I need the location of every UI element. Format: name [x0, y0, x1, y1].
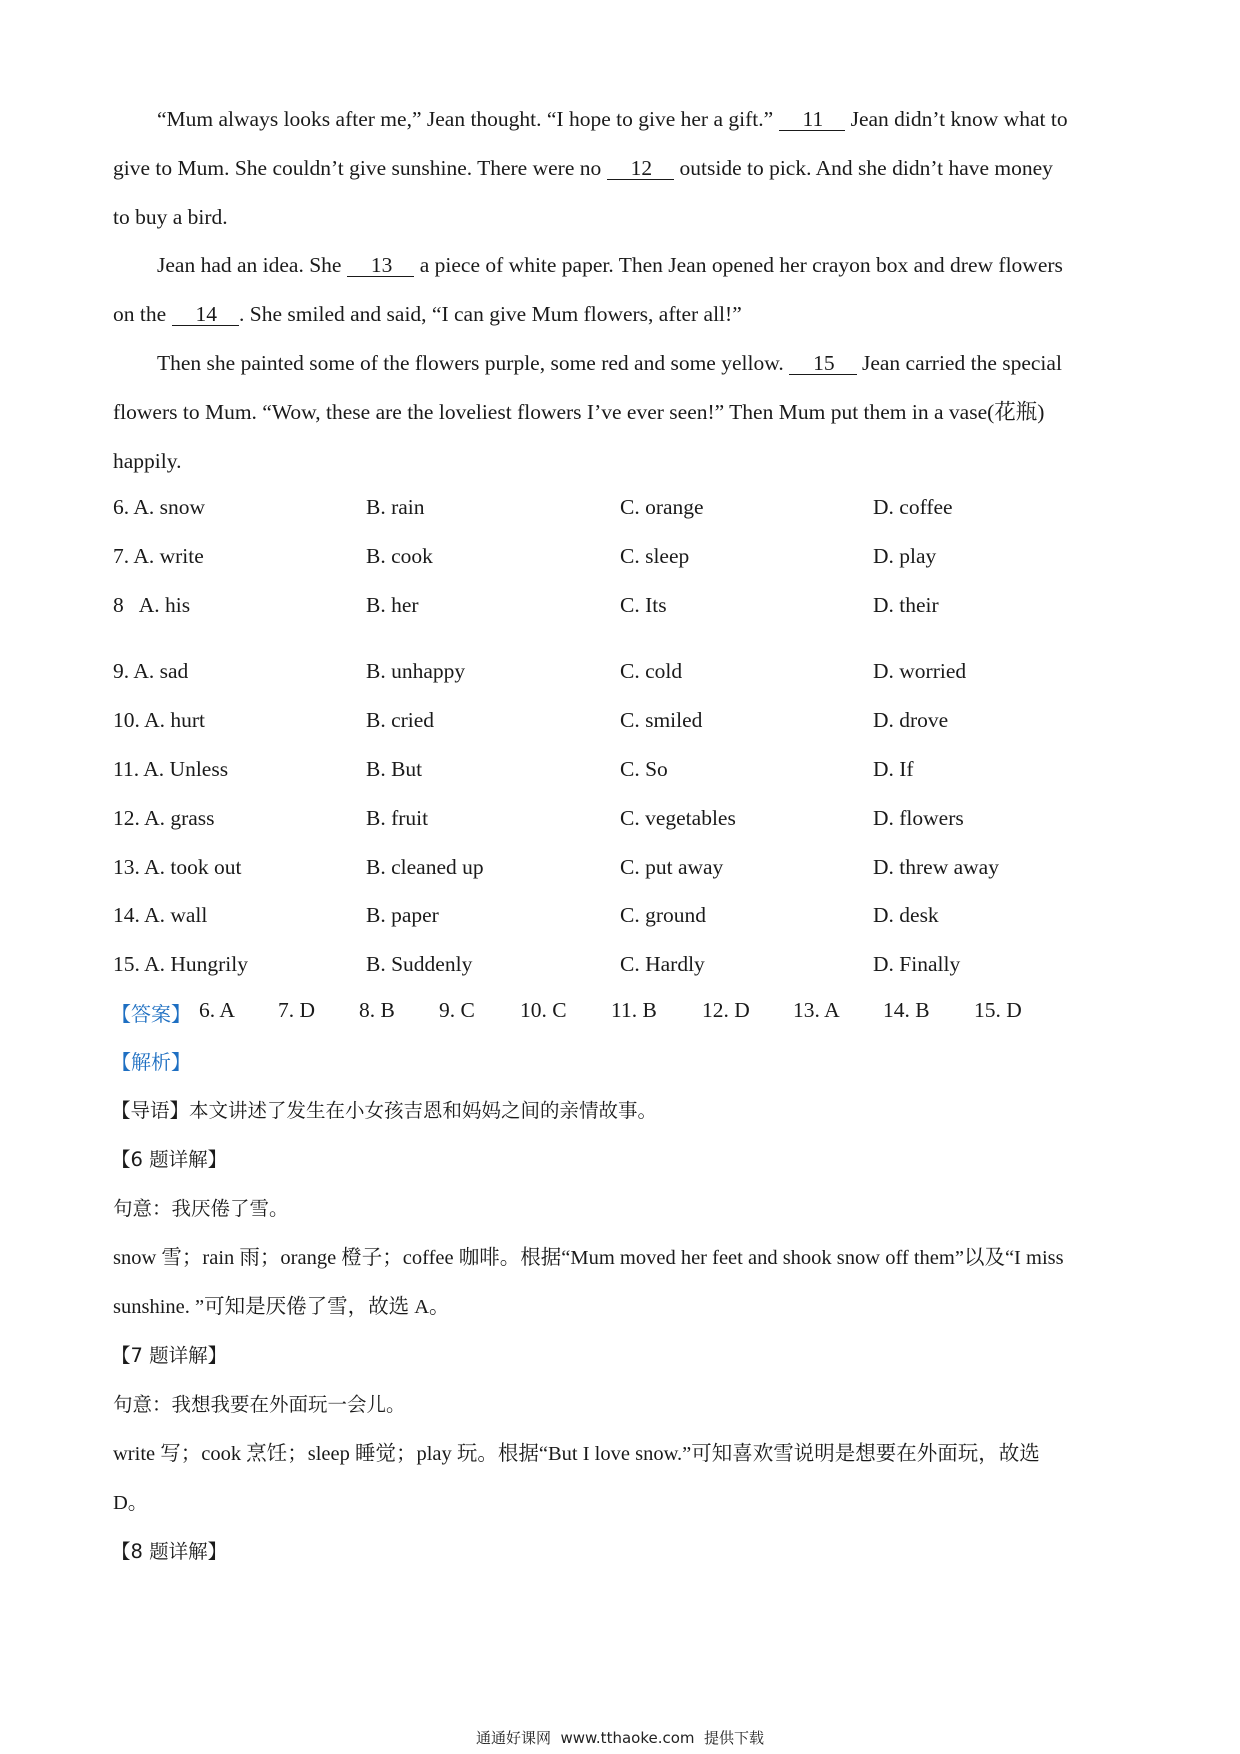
- option-c: C. sleep: [620, 544, 690, 568]
- option-a: 12. A. grass: [113, 806, 215, 830]
- option-d: D. coffee: [873, 495, 953, 519]
- option-a: 11. A. Unless: [113, 757, 229, 781]
- page-footer: 通通好课网 www.tthaoke.com 提供下载: [475, 1729, 765, 1747]
- option-c: C. Hardly: [620, 952, 705, 976]
- answer-item: 13. A: [793, 998, 840, 1022]
- passage-text: . She smiled and said, “I can give Mum flowers, after all!”: [239, 302, 742, 326]
- blank-14: 14: [172, 303, 240, 326]
- option-c: C. smiled: [620, 708, 703, 732]
- option-a: 15. A. Hungrily: [113, 952, 248, 976]
- passage-text: Then she painted some of the flowers purple, some red and some yellow.: [157, 351, 784, 375]
- blank-15: 15: [789, 352, 857, 375]
- option-d: D. threw away: [873, 855, 999, 879]
- q7-title: 【7 题详解】: [111, 1344, 228, 1367]
- passage-text: Jean carried the special: [861, 351, 1062, 375]
- passage-text: outside to pick. And she didn’t have money: [679, 156, 1053, 180]
- option-c: C. cold: [620, 659, 683, 683]
- option-d: D. If: [873, 757, 914, 781]
- option-d: D. play: [873, 544, 937, 568]
- passage-text: on the: [113, 302, 167, 326]
- passage-line: [113, 299, 742, 329]
- answer-item: 12. D: [702, 998, 750, 1022]
- option-b: B. unhappy: [366, 659, 466, 683]
- blank-13: 13: [347, 254, 415, 277]
- option-row-13: [113, 855, 1133, 885]
- passage-line: happily.: [113, 449, 182, 473]
- option-d: D. Finally: [873, 952, 961, 976]
- option-d: D. their: [873, 593, 939, 617]
- passage-line: [157, 104, 1068, 134]
- q6-meaning: 句意：我厌倦了雪。: [113, 1197, 289, 1220]
- passage-line: flowers to Mum. “Wow, these are the loveliest flowers I’ve ever seen!” Then Mum put them in a vase(花瓶): [113, 400, 1045, 424]
- option-row-14: [113, 903, 1133, 933]
- option-b: B. rain: [366, 495, 425, 519]
- option-row-7: [113, 544, 1133, 574]
- option-a: 6. A. snow: [113, 495, 205, 519]
- option-b: B. cook: [366, 544, 433, 568]
- option-a: 7. A. write: [113, 544, 204, 568]
- option-row-6: [113, 495, 1133, 525]
- option-a: 14. A. wall: [113, 903, 208, 927]
- option-c: C. orange: [620, 495, 704, 519]
- option-row-10: [113, 708, 1133, 738]
- passage-line: [157, 348, 1062, 378]
- option-d: D. desk: [873, 903, 939, 927]
- option-b: B. Suddenly: [366, 952, 473, 976]
- answer-item: 8. B: [359, 998, 395, 1022]
- option-b: B. fruit: [366, 806, 429, 830]
- option-b: B. But: [366, 757, 423, 781]
- answer-item: 11. B: [611, 998, 657, 1022]
- q6-explain: snow 雪；rain 雨；orange 橙子；coffee 咖啡。根据“Mum moved her feet and shook snow off them”以及“I miss: [113, 1247, 1064, 1269]
- option-d: D. drove: [873, 708, 949, 732]
- passage-line: [157, 250, 1063, 280]
- option-b: B. her: [366, 593, 419, 617]
- option-c: C. vegetables: [620, 806, 736, 830]
- option-c: C. Its: [620, 593, 667, 617]
- answer-item: 10. C: [520, 998, 567, 1022]
- answer-item: 15. D: [974, 998, 1022, 1022]
- option-a: 10. A. hurt: [113, 708, 205, 732]
- passage-text: Jean didn’t know what to: [850, 107, 1068, 131]
- blank-11: 11: [779, 108, 846, 131]
- blank-12: 12: [607, 157, 675, 180]
- option-a: 9. A. sad: [113, 659, 189, 683]
- option-d: D. worried: [873, 659, 967, 683]
- option-a: 8 A. his: [113, 593, 191, 617]
- passage-line: to buy a bird.: [113, 205, 228, 229]
- answer-tag: 【答案】: [111, 1002, 191, 1026]
- q6-title: 【6 题详解】: [111, 1148, 228, 1171]
- answer-item: 9. C: [439, 998, 475, 1022]
- option-row-11: [113, 757, 1133, 787]
- q8-title: 【8 题详解】: [111, 1540, 228, 1563]
- passage-text: Jean had an idea. She: [157, 253, 342, 277]
- option-b: B. paper: [366, 903, 439, 927]
- option-c: C. ground: [620, 903, 706, 927]
- option-b: B. cried: [366, 708, 435, 732]
- option-row-12: [113, 806, 1133, 836]
- q7-explain: write 写；cook 烹饪；sleep 睡觉；play 玩。根据“But I love snow.”可知喜欢雪说明是想要在外面玩，故选: [113, 1443, 1040, 1465]
- passage-line: [113, 153, 1053, 183]
- q7-meaning: 句意：我想我要在外面玩一会儿。: [113, 1393, 406, 1416]
- answer-item: 6. A: [199, 998, 235, 1022]
- option-c: C. So: [620, 757, 668, 781]
- q7-explain: D。: [113, 1492, 149, 1514]
- option-row-15: [113, 952, 1133, 982]
- option-b: B. cleaned up: [366, 855, 484, 879]
- option-row-8: [113, 593, 1133, 623]
- passage-text: “Mum always looks after me,” Jean thought. “I hope to give her a gift.”: [157, 107, 774, 131]
- q6-explain: sunshine. ”可知是厌倦了雪，故选 A。: [113, 1296, 450, 1318]
- option-c: C. put away: [620, 855, 724, 879]
- passage-text: give to Mum. She couldn’t give sunshine. There were no: [113, 156, 602, 180]
- passage-text: a piece of white paper. Then Jean opened her crayon box and drew flowers: [419, 253, 1063, 277]
- analysis-tag: 【解析】: [111, 1050, 191, 1074]
- answer-item: 7. D: [278, 998, 316, 1022]
- intro-text: 【导语】本文讲述了发生在小女孩吉恩和妈妈之间的亲情故事。: [111, 1099, 658, 1122]
- answer-key: [113, 998, 1133, 1028]
- option-d: D. flowers: [873, 806, 964, 830]
- answer-item: 14. B: [883, 998, 930, 1022]
- option-a: 13. A. took out: [113, 855, 242, 879]
- option-row-9: [113, 659, 1133, 689]
